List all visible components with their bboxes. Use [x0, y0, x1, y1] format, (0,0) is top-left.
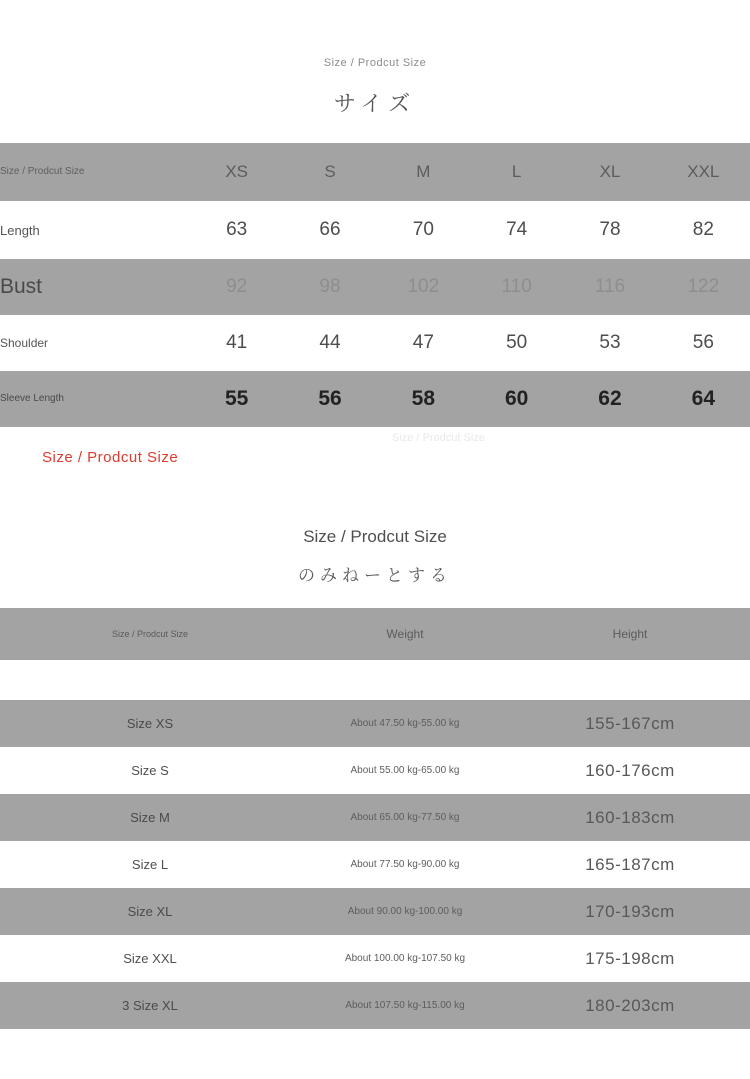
table2-header-height: Height [612, 627, 648, 641]
row-size-3xl: 3 Size XL [122, 998, 178, 1013]
row-weight-xxl: About 100.00 kg-107.50 kg [344, 953, 466, 964]
column-header-m: M [416, 162, 431, 181]
cell-sleeve-l: 60 [504, 387, 529, 410]
column-header-s: S [324, 162, 336, 181]
table2-header-row [0, 608, 750, 660]
cell-shoulder-xs: 41 [226, 332, 248, 353]
table-row [0, 794, 750, 841]
row-height-3xl: 180-203cm [585, 995, 675, 1015]
row-height-s: 160-176cm [585, 760, 675, 780]
cell-bust-s: 98 [319, 276, 341, 297]
row-size-l: Size L [131, 857, 169, 872]
row-weight-xs: About 47.50 kg-55.00 kg [350, 718, 460, 729]
row-height-m: 160-183cm [585, 807, 675, 827]
cell-length-l: 74 [506, 219, 528, 240]
table2-header-weight: Weight [386, 627, 424, 641]
section1-title: サイズ [333, 91, 417, 116]
column-header-xs: XS [225, 162, 248, 181]
row-label-bust: Bust [0, 275, 43, 298]
table-row [0, 201, 750, 259]
row-height-xxl: 175-198cm [585, 948, 675, 968]
cell-bust-m: 102 [407, 276, 440, 297]
spacer-cell [0, 660, 300, 700]
cell-bust-l: 110 [501, 276, 532, 297]
row-size-m: Size M [130, 810, 170, 825]
column-header-xl: XL [599, 162, 621, 181]
spacer-cell [510, 660, 750, 700]
cell-shoulder-m: 47 [412, 332, 434, 353]
cell-shoulder-xxl: 56 [692, 332, 714, 353]
row-weight-l: About 77.50 kg-90.00 kg [350, 859, 460, 870]
cell-sleeve-xl: 62 [598, 387, 622, 410]
table-row [0, 259, 750, 315]
cell-length-s: 66 [319, 219, 341, 240]
table-row [0, 841, 750, 888]
row-weight-s: About 55.00 kg-65.00 kg [350, 765, 460, 776]
cell-length-xs: 63 [226, 219, 248, 240]
row-height-xl: 170-193cm [585, 901, 675, 921]
table-row [0, 982, 750, 1029]
table-row [0, 888, 750, 935]
table-header-label: Size / Prodcut Size [0, 166, 85, 177]
cell-bust-xs: 92 [226, 276, 248, 297]
table2-spacer-row [0, 660, 750, 700]
cell-length-xxl: 82 [692, 219, 714, 240]
table-row [0, 315, 750, 371]
row-size-s: Size S [131, 763, 169, 778]
section2-title: Size / Prodcut Size [303, 527, 447, 546]
row-size-xs: Size XS [126, 716, 174, 731]
row-label-length: Length [0, 222, 40, 238]
row-weight-m: About 65.00 kg-77.50 kg [350, 812, 460, 823]
table-row [0, 700, 750, 747]
section2-subtitle: のみねーとする [298, 566, 452, 585]
row-height-l: 165-187cm [585, 854, 675, 874]
measurement-table [0, 143, 750, 427]
cell-bust-xl: 116 [594, 276, 626, 297]
table-row [0, 747, 750, 794]
column-header-l: L [511, 162, 522, 181]
section1-eyebrow: Size / Prodcut Size [323, 57, 427, 69]
weight-height-table [0, 608, 750, 1029]
column-header-xxl: XXL [687, 162, 720, 181]
table-row [0, 371, 750, 427]
size-note-faint: Size / Prodcut Size [392, 432, 485, 444]
cell-shoulder-s: 44 [319, 332, 341, 353]
size-note: Size / Prodcut Size [42, 449, 179, 466]
cell-bust-xxl: 122 [687, 276, 720, 297]
row-height-xs: 155-167cm [585, 713, 675, 733]
row-size-xxl: Size XXL [123, 951, 177, 966]
row-label-sleeve-length: Sleeve Length [0, 393, 64, 404]
table-header-row [0, 143, 750, 201]
row-weight-xl: About 90.00 kg-100.00 kg [347, 906, 463, 917]
cell-sleeve-s: 56 [318, 387, 342, 410]
table2-header-size: Size / Prodcut Size [111, 628, 189, 639]
row-label-shoulder: Shoulder [0, 336, 49, 350]
cell-sleeve-xxl: 64 [691, 387, 715, 410]
spacer-cell [300, 660, 510, 700]
cell-shoulder-xl: 53 [599, 332, 621, 353]
table-row [0, 935, 750, 982]
cell-sleeve-m: 58 [411, 387, 435, 410]
row-weight-3xl: About 107.50 kg-115.00 kg [345, 1000, 465, 1011]
cell-length-xl: 78 [599, 219, 621, 240]
cell-length-m: 70 [412, 219, 434, 240]
cell-sleeve-xs: 55 [224, 387, 249, 410]
row-size-xl: Size XL [127, 904, 173, 919]
cell-shoulder-l: 50 [506, 332, 528, 353]
